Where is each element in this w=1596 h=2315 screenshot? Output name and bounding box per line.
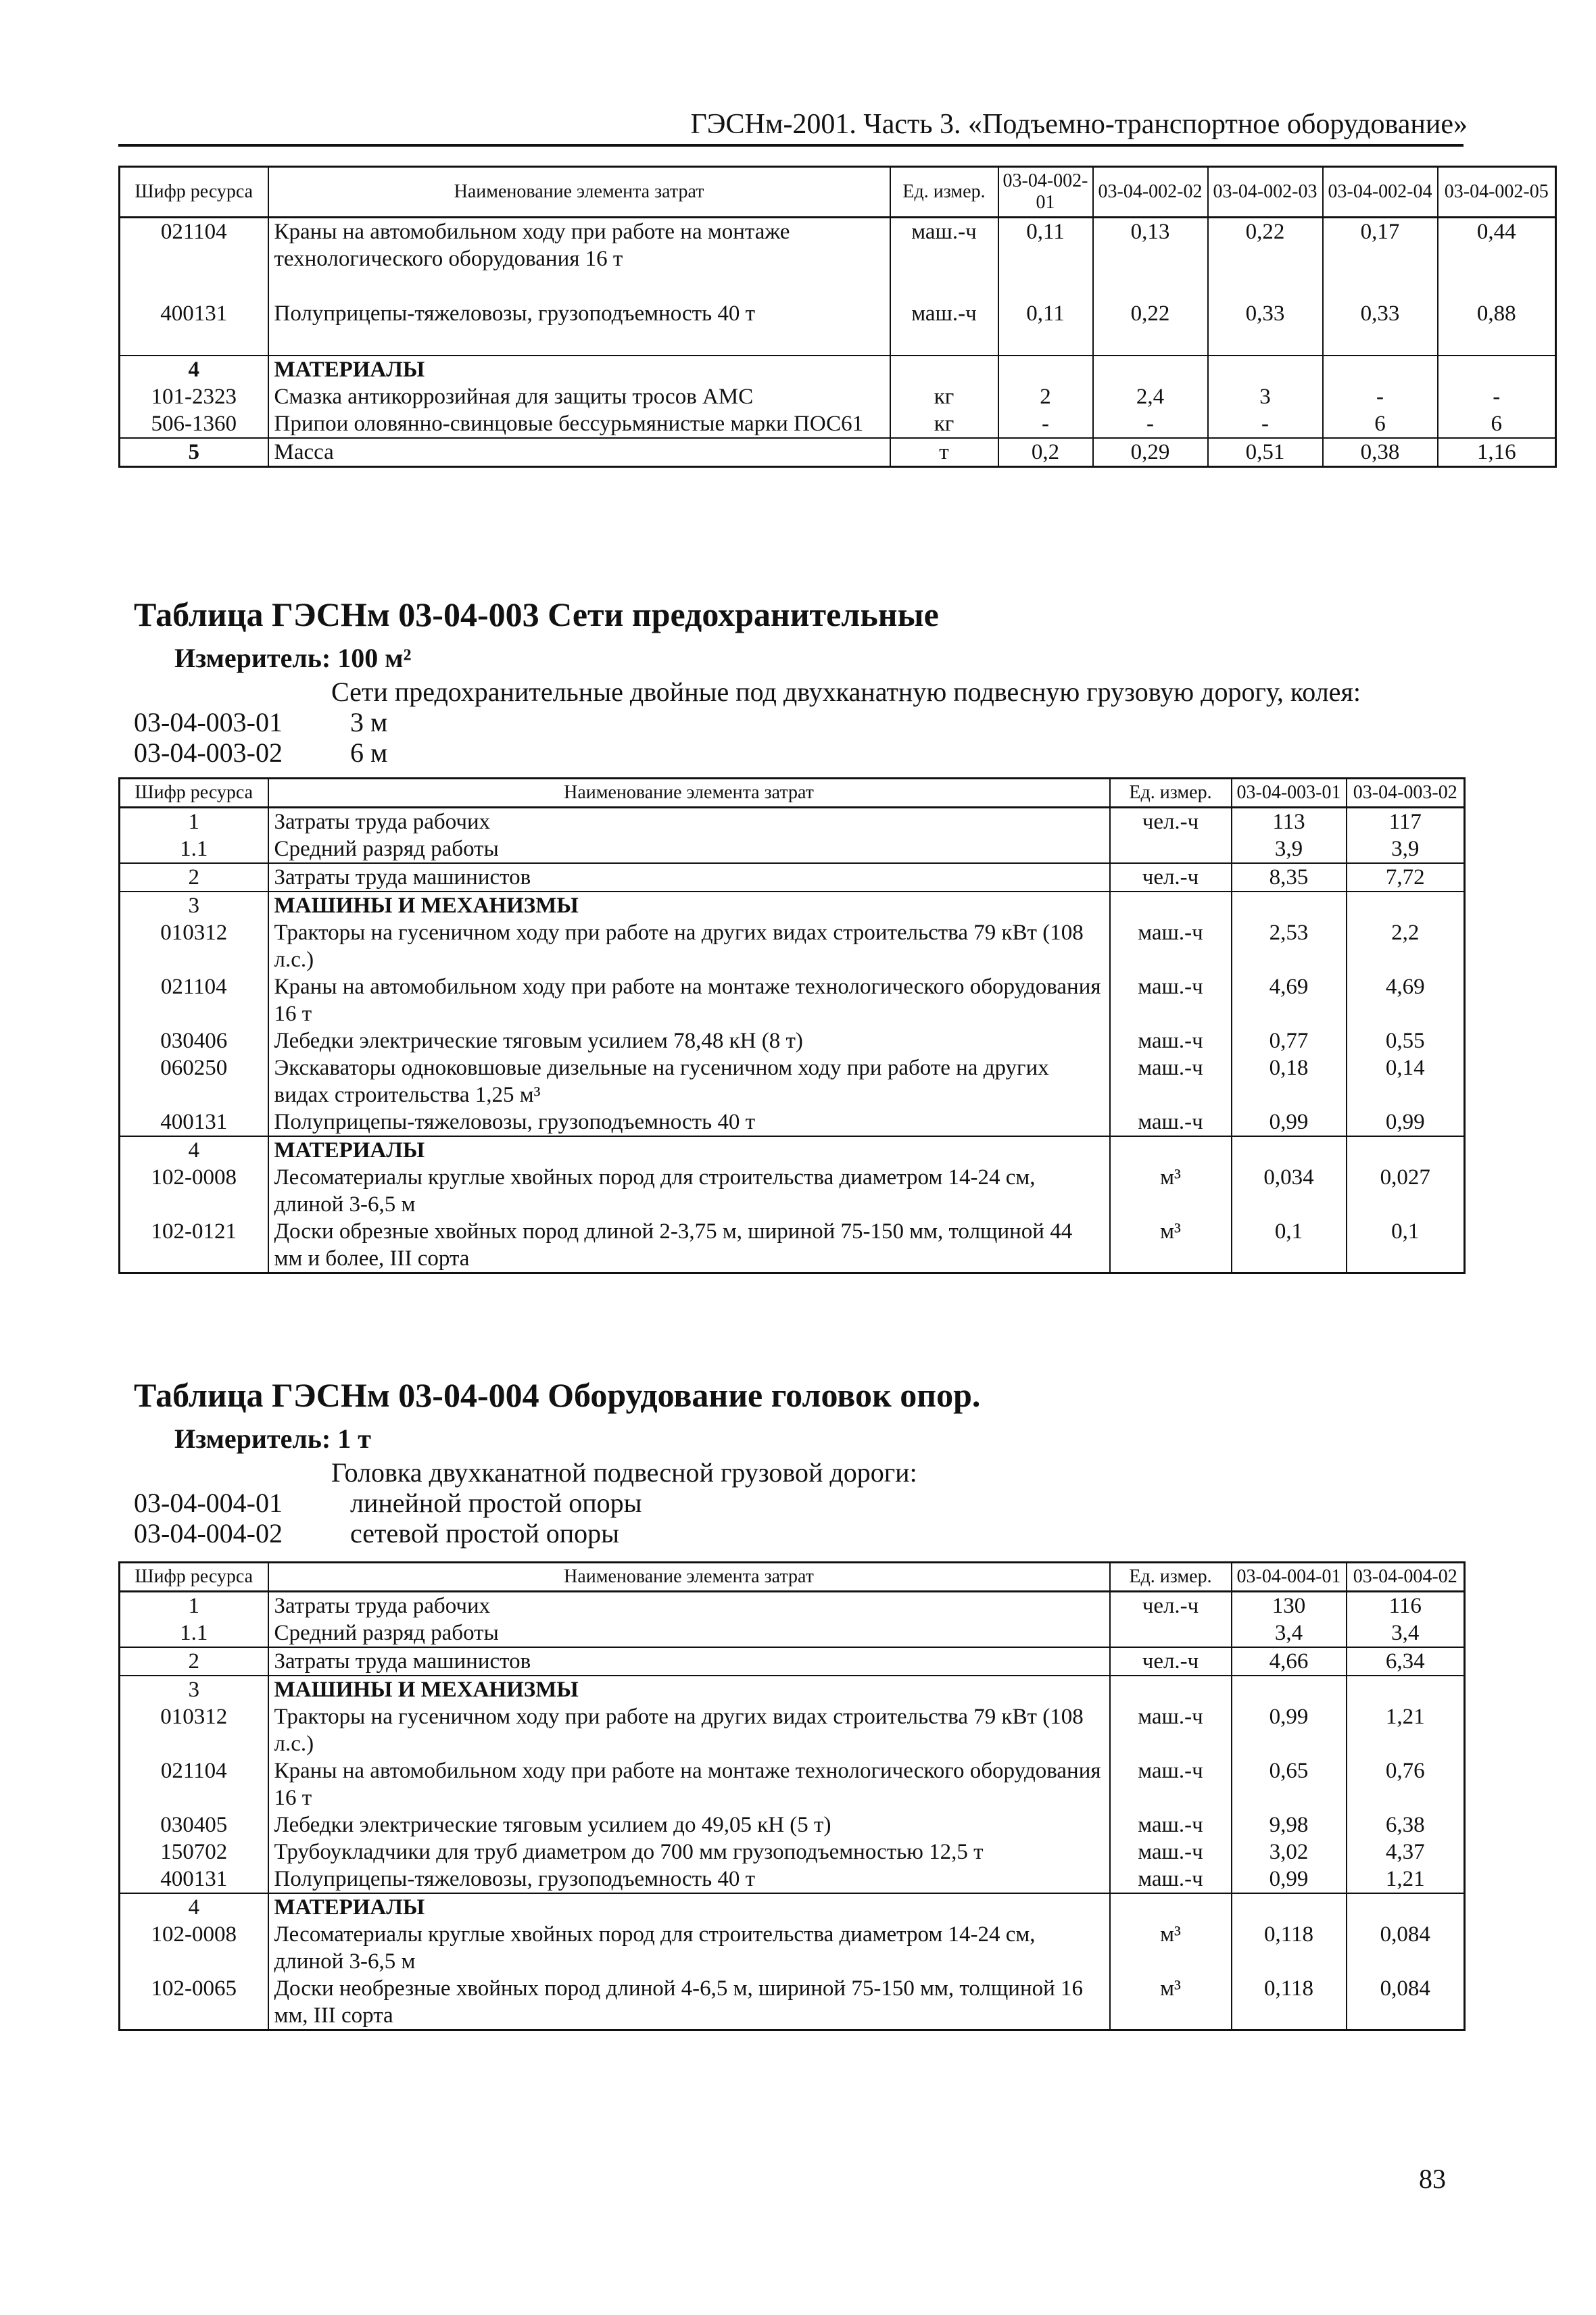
cell-value: 1,16: [1438, 438, 1556, 467]
variant-code: 03-04-003-01: [134, 707, 283, 737]
cell-value: 6,38: [1347, 1811, 1465, 1838]
table-row: [120, 1108, 1465, 1136]
cell-unit: чел.-ч: [1110, 1592, 1232, 1620]
cell-value: 0,55: [1347, 1027, 1465, 1054]
table-section-row: [120, 1136, 1465, 1164]
table-row: [120, 1838, 1465, 1866]
cell-value: 0,034: [1232, 1164, 1347, 1218]
cell-value: 0,084: [1347, 1975, 1465, 2030]
table-row: [120, 383, 1556, 410]
cell-unit: маш.-ч: [1110, 1866, 1232, 1893]
cell-unit: кг: [890, 383, 998, 410]
col-header-v5: 03-04-002-05: [1438, 167, 1556, 218]
col-header-v4: 03-04-002-04: [1323, 167, 1438, 218]
table-row: [120, 973, 1465, 1027]
cell-value: 0,22: [1093, 300, 1208, 356]
cell-value: 0,118: [1232, 1975, 1347, 2030]
cell-value: 0,77: [1232, 1027, 1347, 1054]
cell-value: 0,1: [1232, 1218, 1347, 1273]
cell-value: 0,99: [1232, 1108, 1347, 1136]
cell-unit: маш.-ч: [1110, 919, 1232, 973]
cell-code: 5: [120, 438, 268, 467]
page-number: 83: [1419, 2164, 1446, 2194]
cell-code: 1: [120, 808, 268, 836]
cell-value: 0,027: [1347, 1164, 1465, 1218]
col-header-v1: 03-04-003-01: [1232, 779, 1347, 808]
cell-value: 3: [1208, 383, 1323, 410]
cell-code: 1: [120, 1592, 268, 1620]
cell-value: [1093, 356, 1208, 383]
table-header-row: [120, 167, 1556, 218]
cell-value: 0,22: [1208, 218, 1323, 300]
cell-value: 7,72: [1347, 863, 1465, 892]
cell-value: [1232, 892, 1347, 919]
cell-value: -: [1093, 410, 1208, 438]
cell-value: 8,35: [1232, 863, 1347, 892]
table-row: [120, 300, 1556, 356]
cell-unit: маш.-ч: [1110, 1703, 1232, 1757]
table-03-04-004: [118, 1561, 1466, 2031]
cell-unit: чел.-ч: [1110, 1647, 1232, 1676]
cell-unit: м³: [1110, 1218, 1232, 1273]
cell-unit: маш.-ч: [1110, 1027, 1232, 1054]
table-row: [120, 1054, 1465, 1108]
cell-value: -: [1208, 410, 1323, 438]
cell-name: Лебедки электрические тяговым усилием до 49,05 кН (5 т): [268, 1811, 1110, 1838]
cell-unit: т: [890, 438, 998, 467]
table-section-row: [120, 1893, 1465, 1921]
cell-unit: [1110, 835, 1232, 863]
cell-name: Тракторы на гусеничном ходу при работе на других видах строительства 79 кВт (108 л.с.): [268, 1703, 1110, 1757]
cell-value: 0,29: [1093, 438, 1208, 467]
table-row: [120, 218, 1556, 300]
cell-value: 4,69: [1232, 973, 1347, 1027]
table-header-row: [120, 779, 1465, 808]
cell-value: 0,33: [1208, 300, 1323, 356]
cell-code: 506-1360: [120, 410, 268, 438]
cell-value: 1,21: [1347, 1866, 1465, 1893]
cell-value: 3,4: [1232, 1619, 1347, 1647]
cell-name: Затраты труда рабочих: [268, 808, 1110, 836]
cell-code: 150702: [120, 1838, 268, 1866]
cell-name: Полуприцепы-тяжеловозы, грузоподъемность 40 т: [268, 300, 890, 356]
cell-value: [1347, 1893, 1465, 1921]
cell-value: 2,2: [1347, 919, 1465, 973]
col-header-v2: 03-04-004-02: [1347, 1563, 1465, 1592]
cell-name: МАТЕРИАЛЫ: [268, 356, 890, 383]
col-header-unit: Ед. измер.: [890, 167, 998, 218]
cell-name: Средний разряд работы: [268, 835, 1110, 863]
cell-code: 102-0121: [120, 1218, 268, 1273]
cell-value: 0,1: [1347, 1218, 1465, 1273]
cell-value: 0,11: [998, 300, 1093, 356]
cell-value: 0,33: [1323, 300, 1438, 356]
cell-unit: маш.-ч: [1110, 973, 1232, 1027]
table-row: [120, 438, 1556, 467]
cell-value: 1,21: [1347, 1703, 1465, 1757]
cell-value: 116: [1347, 1592, 1465, 1620]
col-header-v1: 03-04-004-01: [1232, 1563, 1347, 1592]
variant-text: сетевой простой опоры: [350, 1518, 620, 1549]
table-row: [120, 1703, 1465, 1757]
variant-line: [134, 737, 387, 769]
cell-value: 113: [1232, 808, 1347, 836]
table-section-row: [120, 1676, 1465, 1703]
col-header-code: Шифр ресурса: [120, 1563, 268, 1592]
cell-code: 030406: [120, 1027, 268, 1054]
variant-text: 3 м: [350, 707, 388, 737]
table-row: [120, 1866, 1465, 1893]
col-header-unit: Ед. измер.: [1110, 1563, 1232, 1592]
cell-name: Средний разряд работы: [268, 1619, 1110, 1647]
variant-line: [134, 706, 387, 738]
variant-line: [134, 1487, 642, 1519]
cell-value: 0,18: [1232, 1054, 1347, 1108]
cell-name: Доски необрезные хвойных пород длиной 4-6,5 м, шириной 75-150 мм, толщиной 16 мм, III сорта: [268, 1975, 1110, 2030]
cell-value: 6,34: [1347, 1647, 1465, 1676]
cell-code: 4: [120, 1136, 268, 1164]
cell-name: МАШИНЫ И МЕХАНИЗМЫ: [268, 892, 1110, 919]
cell-name: Затраты труда рабочих: [268, 1592, 1110, 1620]
cell-unit: чел.-ч: [1110, 808, 1232, 836]
table-title-03-04-003: Таблица ГЭСНм 03-04-003 Сети предохранительные: [134, 595, 939, 633]
cell-code: 1.1: [120, 835, 268, 863]
cell-name: Краны на автомобильном ходу при работе на монтаже технологического оборудования 16 т: [268, 973, 1110, 1027]
cell-code: 2: [120, 863, 268, 892]
cell-value: [998, 356, 1093, 383]
table-row: [120, 863, 1465, 892]
cell-code: 010312: [120, 919, 268, 973]
cell-code: 2: [120, 1647, 268, 1676]
cell-name: Припои оловянно-свинцовые бессурьмянистые марки ПОС61: [268, 410, 890, 438]
cell-value: 6: [1323, 410, 1438, 438]
cell-name: Масса: [268, 438, 890, 467]
table-row: [120, 1921, 1465, 1975]
description-03-04-004: Головка двухканатной подвесной грузовой дороги:: [331, 1457, 917, 1488]
cell-value: 4,66: [1232, 1647, 1347, 1676]
cell-name: МАТЕРИАЛЫ: [268, 1136, 1110, 1164]
cell-value: [1232, 1676, 1347, 1703]
table-row: [120, 410, 1556, 438]
cell-value: 0,13: [1093, 218, 1208, 300]
cell-unit: маш.-ч: [1110, 1054, 1232, 1108]
cell-unit: маш.-ч: [890, 218, 998, 300]
table-header-row: [120, 1563, 1465, 1592]
cell-name: Доски обрезные хвойных пород длиной 2-3,75 м, шириной 75-150 мм, толщиной 44 мм и более, III сорта: [268, 1218, 1110, 1273]
cell-unit: [1110, 892, 1232, 919]
cell-value: 3,02: [1232, 1838, 1347, 1866]
cell-value: 130: [1232, 1592, 1347, 1620]
cell-value: [1232, 1893, 1347, 1921]
cell-value: -: [998, 410, 1093, 438]
cell-value: 3,9: [1232, 835, 1347, 863]
variant-text: 6 м: [350, 737, 388, 768]
table-row: [120, 835, 1465, 863]
cell-unit: маш.-ч: [1110, 1108, 1232, 1136]
cell-value: 0,17: [1323, 218, 1438, 300]
cell-value: 2: [998, 383, 1093, 410]
cell-value: 3,9: [1347, 835, 1465, 863]
cell-value: 2,53: [1232, 919, 1347, 973]
cell-code: 021104: [120, 973, 268, 1027]
cell-value: 0,118: [1232, 1921, 1347, 1975]
col-header-name: Наименование элемента затрат: [268, 779, 1110, 808]
cell-value: [1347, 892, 1465, 919]
table-row: [120, 1757, 1465, 1811]
table-03-04-003: [118, 777, 1466, 1274]
meter-03-04-004: Измеритель: 1 т: [174, 1423, 371, 1454]
table-row: [120, 1619, 1465, 1647]
description-03-04-003: Сети предохранительные двойные под двухканатную подвесную грузовую дорогу, колея:: [331, 677, 1361, 707]
cell-name: Краны на автомобильном ходу при работе на монтаже технологического оборудования 16 т: [268, 1757, 1110, 1811]
cell-name: Лесоматериалы круглые хвойных пород для строительства диаметром 14-24 см, длиной 3-6,5 м: [268, 1921, 1110, 1975]
cell-name: Трубоукладчики для труб диаметром до 700 мм грузоподъемностью 12,5 т: [268, 1838, 1110, 1866]
cell-code: 400131: [120, 300, 268, 356]
cell-value: 0,51: [1208, 438, 1323, 467]
cell-code: 102-0008: [120, 1921, 268, 1975]
cell-name: Экскаваторы одноковшовые дизельные на гусеничном ходу при работе на других видах строительства 1,25 м³: [268, 1054, 1110, 1108]
cell-value: 0,2: [998, 438, 1093, 467]
cell-code: 101-2323: [120, 383, 268, 410]
cell-value: -: [1323, 383, 1438, 410]
col-header-v2: 03-04-002-02: [1093, 167, 1208, 218]
cell-code: 400131: [120, 1108, 268, 1136]
table-title-03-04-004: Таблица ГЭСНм 03-04-004 Оборудование головок опор.: [134, 1376, 981, 1414]
col-header-code: Шифр ресурса: [120, 779, 268, 808]
cell-name: МАШИНЫ И МЕХАНИЗМЫ: [268, 1676, 1110, 1703]
cell-value: 0,99: [1347, 1108, 1465, 1136]
cell-code: 102-0008: [120, 1164, 268, 1218]
cell-value: 6: [1438, 410, 1556, 438]
cell-value: 2,4: [1093, 383, 1208, 410]
cell-name: Смазка антикоррозийная для защиты тросов АМС: [268, 383, 890, 410]
cell-code: 1.1: [120, 1619, 268, 1647]
table-row: [120, 919, 1465, 973]
cell-unit: [1110, 1893, 1232, 1921]
cell-value: 9,98: [1232, 1811, 1347, 1838]
cell-code: 4: [120, 356, 268, 383]
cell-value: 0,11: [998, 218, 1093, 300]
cell-value: 0,76: [1347, 1757, 1465, 1811]
cell-value: 4,37: [1347, 1838, 1465, 1866]
cell-value: [1232, 1136, 1347, 1164]
cell-code: 060250: [120, 1054, 268, 1108]
table-row: [120, 808, 1465, 836]
table-row: [120, 1647, 1465, 1676]
cell-value: 0,14: [1347, 1054, 1465, 1108]
cell-unit: м³: [1110, 1921, 1232, 1975]
col-header-unit: Ед. измер.: [1110, 779, 1232, 808]
cell-name: МАТЕРИАЛЫ: [268, 1893, 1110, 1921]
variant-code: 03-04-003-02: [134, 737, 283, 768]
cell-name: Краны на автомобильном ходу при работе на монтаже технологического оборудования 16 т: [268, 218, 890, 300]
cell-value: -: [1438, 383, 1556, 410]
cell-unit: м³: [1110, 1975, 1232, 2030]
cell-unit: кг: [890, 410, 998, 438]
cell-code: 3: [120, 1676, 268, 1703]
cell-unit: чел.-ч: [1110, 863, 1232, 892]
cell-name: Затраты труда машинистов: [268, 863, 1110, 892]
col-header-name: Наименование элемента затрат: [268, 1563, 1110, 1592]
table-section-row: [120, 356, 1556, 383]
meter-03-04-003: Измеритель: 100 м²: [174, 643, 412, 673]
cell-value: 0,88: [1438, 300, 1556, 356]
cell-value: 0,65: [1232, 1757, 1347, 1811]
cell-code: 3: [120, 892, 268, 919]
cell-code: 010312: [120, 1703, 268, 1757]
running-header: ГЭСНм-2001. Часть 3. «Подъемно-транспортное оборудование»: [690, 109, 1468, 140]
cell-value: 3,4: [1347, 1619, 1465, 1647]
cell-value: 117: [1347, 808, 1465, 836]
table-section-row: [120, 892, 1465, 919]
col-header-name: Наименование элемента затрат: [268, 167, 890, 218]
cell-code: 021104: [120, 218, 268, 300]
cell-name: Лебедки электрические тяговым усилием 78,48 кН (8 т): [268, 1027, 1110, 1054]
table-row: [120, 1027, 1465, 1054]
cell-value: [1438, 356, 1556, 383]
cell-name: Затраты труда машинистов: [268, 1647, 1110, 1676]
cell-unit: [1110, 1619, 1232, 1647]
variant-code: 03-04-004-02: [134, 1518, 283, 1549]
header-rule: [118, 144, 1464, 147]
cell-unit: [1110, 1136, 1232, 1164]
cell-value: [1208, 356, 1323, 383]
cell-unit: маш.-ч: [1110, 1811, 1232, 1838]
col-header-v3: 03-04-002-03: [1208, 167, 1323, 218]
col-header-v1: 03-04-002-01: [998, 167, 1093, 218]
cell-unit: маш.-ч: [1110, 1757, 1232, 1811]
variant-text: линейной простой опоры: [350, 1488, 642, 1518]
cell-value: [1347, 1136, 1465, 1164]
cell-code: 102-0065: [120, 1975, 268, 2030]
cell-code: 400131: [120, 1866, 268, 1893]
cell-unit: м³: [1110, 1164, 1232, 1218]
col-header-v2: 03-04-003-02: [1347, 779, 1465, 808]
cell-value: 4,69: [1347, 973, 1465, 1027]
cell-value: 0,38: [1323, 438, 1438, 467]
cell-value: 0,99: [1232, 1703, 1347, 1757]
cell-value: 0,99: [1232, 1866, 1347, 1893]
cell-name: Тракторы на гусеничном ходу при работе на других видах строительства 79 кВт (108 л.с.): [268, 919, 1110, 973]
cell-name: Лесоматериалы круглые хвойных пород для строительства диаметром 14-24 см, длиной 3-6,5 м: [268, 1164, 1110, 1218]
cell-name: Полуприцепы-тяжеловозы, грузоподъемность 40 т: [268, 1866, 1110, 1893]
cell-unit: [890, 356, 998, 383]
table-row: [120, 1592, 1465, 1620]
cell-unit: [1110, 1676, 1232, 1703]
table-row: [120, 1811, 1465, 1838]
cell-code: 030405: [120, 1811, 268, 1838]
table-row: [120, 1164, 1465, 1218]
cell-name: Полуприцепы-тяжеловозы, грузоподъемность 40 т: [268, 1108, 1110, 1136]
cell-value: 0,084: [1347, 1921, 1465, 1975]
cell-value: 0,44: [1438, 218, 1556, 300]
col-header-code: Шифр ресурса: [120, 167, 268, 218]
cell-code: 4: [120, 1893, 268, 1921]
variant-code: 03-04-004-01: [134, 1488, 283, 1518]
cell-unit: маш.-ч: [890, 300, 998, 356]
table-row: [120, 1975, 1465, 2030]
cell-unit: маш.-ч: [1110, 1838, 1232, 1866]
cell-value: [1323, 356, 1438, 383]
cell-code: 021104: [120, 1757, 268, 1811]
variant-line: [134, 1517, 619, 1549]
table-03-04-002: [118, 166, 1557, 468]
cell-value: [1347, 1676, 1465, 1703]
table-row: [120, 1218, 1465, 1273]
